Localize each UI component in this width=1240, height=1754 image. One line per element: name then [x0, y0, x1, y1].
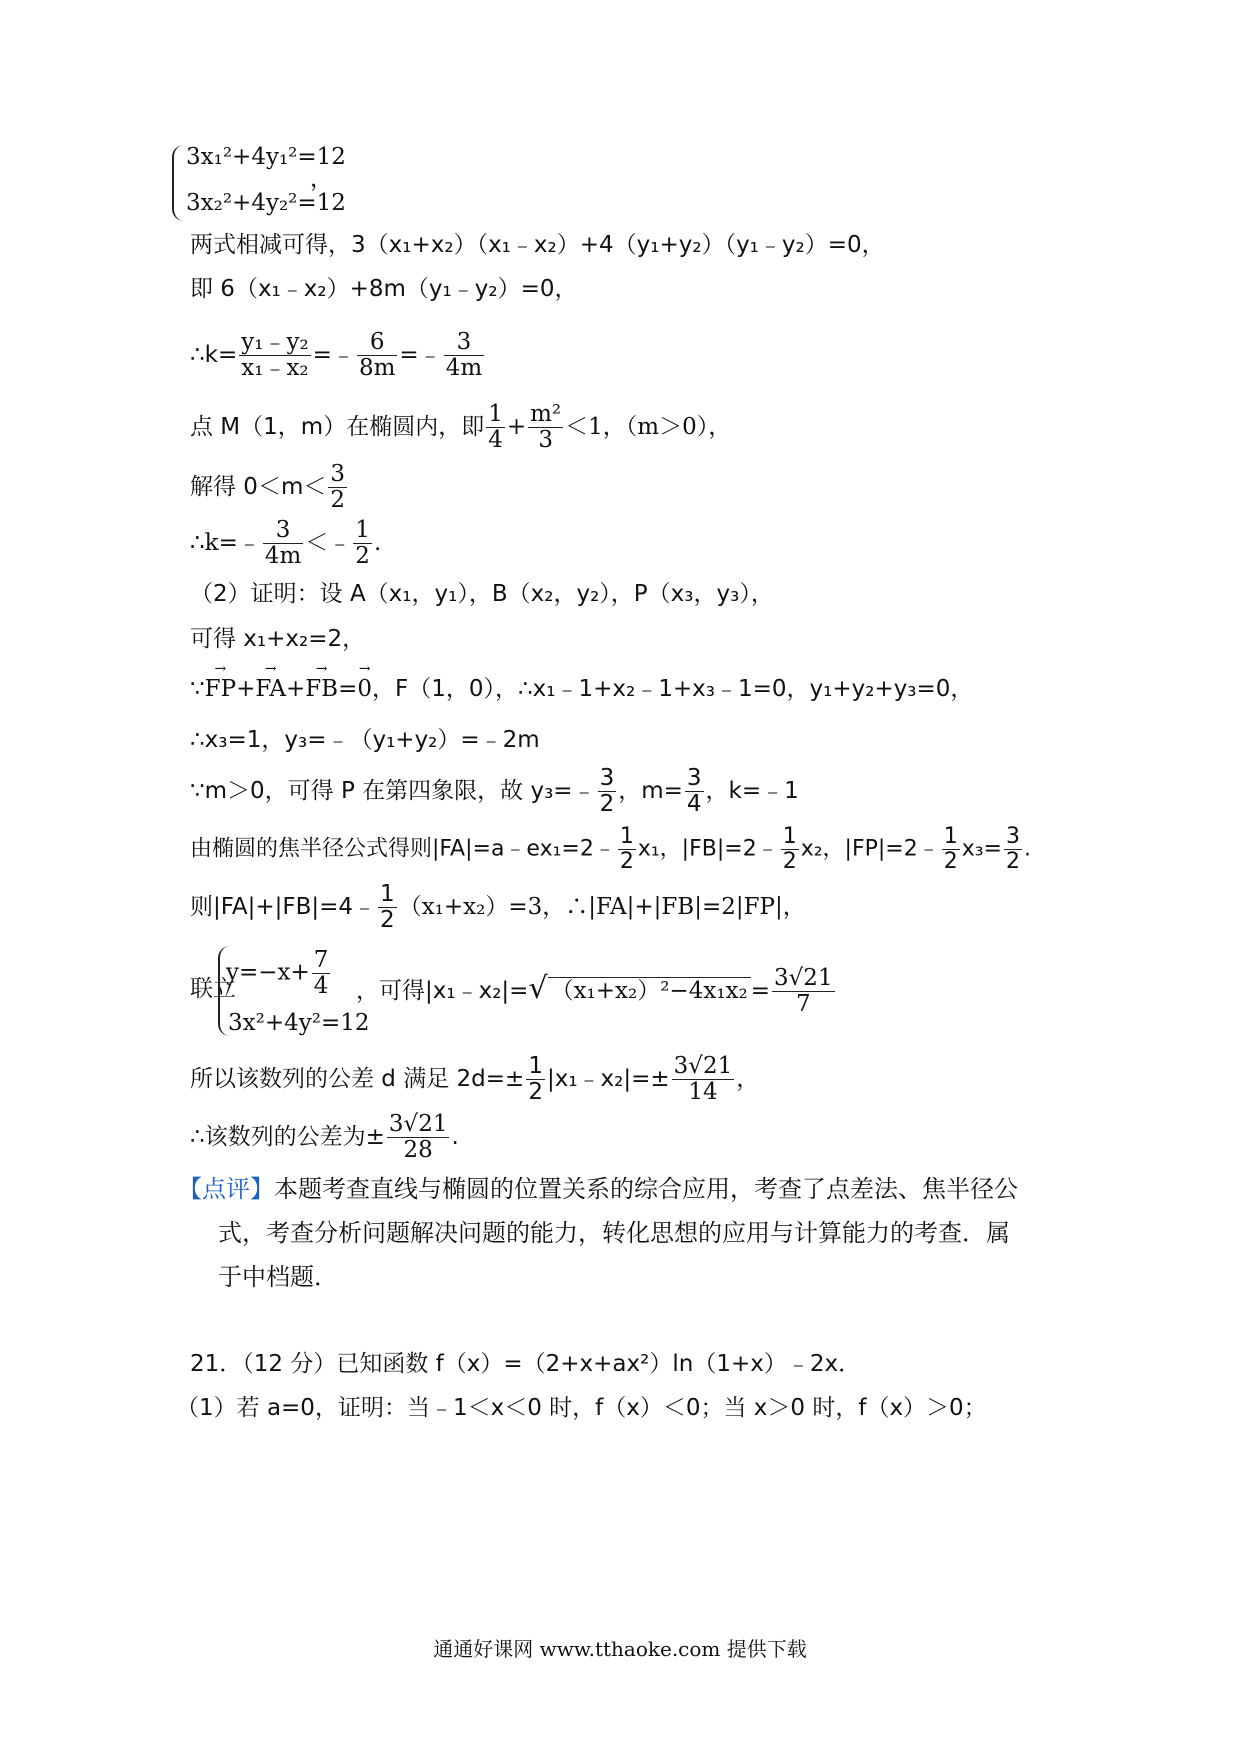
line-solve-m: 解得 0＜m＜ $\frac{3}{2}$	[190, 461, 345, 513]
system1-eq1: 3x₁²+4y₁²=12	[186, 144, 346, 170]
line-common-diff: 所以该数列的公差 d 满足 2d=± $\frac{1}{2}$ |x₁﹣x₂|=± $\frac{3√21}{14}$ ，	[190, 1053, 760, 1105]
fraction: $\frac{1}{2}$	[380, 881, 395, 933]
line-vectors: ∵→ FP+→ FA+→ FB=→ 0，F（1，0），∴x₁﹣1+x₂﹣1+x₃﹣1=0，y₁+y₂+y₃=0，	[190, 678, 973, 701]
comment-line-1: 【点评】本题考查直线与椭圆的位置关系的综合应用，考查了点差法、焦半径公	[178, 1175, 1018, 1203]
fraction: $\frac{3√21}{7}$	[774, 965, 833, 1017]
line-x3-y3: ∴x₃=1，y₃=﹣（y₁+y₂）=﹣2m	[190, 727, 540, 753]
fraction: $\frac{3}{2}$	[599, 765, 615, 817]
system-brace-1	[172, 145, 184, 221]
fraction: $\frac{\text{m²}}{3}$	[530, 401, 562, 453]
system1-comma: ，	[310, 166, 333, 192]
vector-fb: → FB	[305, 678, 338, 701]
line-proof-setup: （2）证明：设 A（x₁，y₁），B（x₂，y₂），P（x₃，y₃），	[190, 581, 774, 607]
line-fourth-quadrant: ∵m＞0，可得 P 在第四象限，故 y₃=﹣ $\frac{3}{2}$ ，m= $\frac{3}{4}$ ，k=﹣1	[190, 765, 799, 817]
fraction: $\frac{1}{4}$	[488, 401, 503, 453]
system2-eq1: y=−x+ $\frac{7}{4}$	[226, 947, 329, 999]
line-focal-radius: 由椭圆的焦半径公式得则|FA|=a﹣ex₁=2﹣ $\frac{1}{2}$ x₁，|FB|=2﹣ $\frac{1}{2}$ x₂，|FP|=2﹣ $\frac{1}{2}$ x₃= $\frac{3}{2}$ .	[190, 824, 1031, 874]
line-answer: ∴该数列的公差为± $\frac{3√21}{28}$ .	[190, 1111, 459, 1163]
fraction: $\frac{3}{2}$	[1005, 824, 1020, 874]
fraction: $\frac{3}{2}$	[330, 461, 345, 513]
fraction: $\frac{3}{4m}$	[264, 517, 302, 569]
line-sum-x: 可得 x₁+x₂=2，	[190, 626, 366, 652]
line-point-m: 点 M（1，m）在椭圆内，即 $\frac{1}{4}$ + $\frac{\text{m²}}{3}$ ＜1，（m＞0），	[190, 401, 732, 453]
comment-line-3: 于中档题．	[218, 1263, 338, 1291]
question-21-part-1: （1）若 a=0，证明：当﹣1＜x＜0 时，f（x）＜0；当 x＞0 时，f（x）＞0；	[176, 1395, 987, 1421]
lianli-label: 联立	[190, 976, 236, 1002]
line-root-diff: ，可得|x₁﹣x₂|=√ （x₁+x₂）²−4x₁x₂ = $\frac{3√21}{7}$	[356, 965, 833, 1017]
fraction: $\frac{6}{8m}$	[358, 329, 396, 381]
line-sum-distances: 则|FA|+|FB|=4﹣ $\frac{1}{2}$ （x₁+x₂）=3，∴|FA|+|FB|=2|FP|，	[190, 881, 806, 933]
line-subtract: 两式相减可得，3（x₁+x₂）（x₁﹣x₂）+4（y₁+y₂）（y₁﹣y₂）=0，	[190, 232, 885, 258]
line-simplify: 即 6（x₁﹣x₂）+8m（y₁﹣y₂）=0，	[190, 276, 578, 302]
page-footer: 通通好课网 www.tthaoke.com 提供下载	[433, 1637, 807, 1661]
system1-eq2: 3x₂²+4y₂²=12	[186, 190, 346, 216]
vector-fa: → FA	[255, 678, 286, 701]
fraction: $\frac{1}{2}$	[355, 517, 370, 569]
vector-fp: → FP	[205, 678, 236, 701]
question-21: 21．（12 分）已知函数 f（x）=（2+x+ax²）ln（1+x）﹣2x．	[190, 1351, 862, 1377]
fraction: $\frac{1}{2}$	[528, 1053, 543, 1105]
system2-eq2: 3x²+4y²=12	[228, 1010, 370, 1036]
comment-line-2: 式，考查分析问题解决问题的能力，转化思想的应用与计算能力的考查．属	[218, 1219, 1010, 1247]
line-slope-bound: ∴k=﹣ $\frac{3}{4m}$ ＜﹣ $\frac{1}{2}$ .	[190, 517, 382, 569]
fraction: $\frac{\text{y₁﹣y₂}}{\text{x₁﹣x₂}}$	[241, 329, 309, 381]
fraction: $\frac{1}{2}$	[782, 824, 797, 874]
fraction: $\frac{3}{4m}$	[445, 329, 483, 381]
fraction: $\frac{1}{2}$	[943, 824, 958, 874]
sqrt-icon: √	[528, 971, 548, 1006]
fraction: $\frac{1}{2}$	[619, 824, 634, 874]
fraction: $\frac{7}{4}$	[313, 947, 329, 999]
line-slope: ∴k= $\frac{\text{y₁﹣y₂}}{\text{x₁﹣x₂}}$ =﹣ $\frac{6}{8m}$ =﹣ $\frac{3}{4m}$	[190, 329, 483, 381]
comment-tag: 【点评】	[178, 1175, 274, 1203]
fraction: $\frac{3√21}{14}$	[673, 1053, 733, 1105]
fraction: $\frac{3}{4}$	[686, 765, 702, 817]
vector-zero: → 0	[357, 678, 372, 701]
fraction: $\frac{3√21}{28}$	[388, 1111, 448, 1163]
